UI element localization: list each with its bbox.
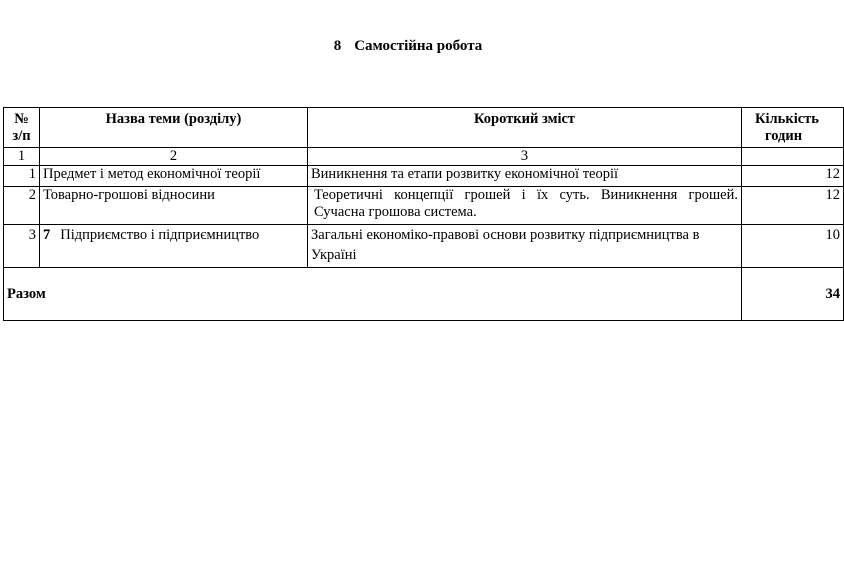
table-row <box>4 225 844 268</box>
row-topic: Предмет і метод економічної теорії <box>40 166 308 187</box>
section-heading <box>0 37 816 55</box>
row-hours: 10 <box>742 225 844 268</box>
row-content: Загальні економіко-правові основи розвитку підприємництва в Україні <box>308 225 742 268</box>
header-hours-line2: годин <box>765 128 803 144</box>
row-number: 2 <box>4 187 40 225</box>
row-topic-prefix: 7 <box>43 227 51 243</box>
index-cell-1: 1 <box>4 148 40 166</box>
row-topic-cell <box>40 225 308 268</box>
total-hours: 34 <box>742 268 844 321</box>
header-content: Короткий зміст <box>308 108 742 148</box>
header-topic: Назва теми (розділу) <box>40 108 308 148</box>
index-cell-4 <box>742 148 844 166</box>
header-number-line1: № <box>14 111 29 127</box>
index-cell-2: 2 <box>40 148 308 166</box>
column-index-row <box>4 148 844 166</box>
row-hours: 12 <box>742 166 844 187</box>
section-number: 8 <box>333 38 342 54</box>
header-number-line2: з/п <box>12 128 31 144</box>
header-number <box>4 108 40 148</box>
table-row <box>4 166 844 187</box>
index-cell-3: 3 <box>308 148 742 166</box>
row-topic: Товарно-грошові відносини <box>40 187 308 225</box>
table-header-row <box>4 108 844 148</box>
independent-work-table <box>3 107 844 321</box>
table-row <box>4 187 844 225</box>
total-label: Разом <box>4 268 742 321</box>
total-row <box>4 268 844 321</box>
row-content: Виникнення та етапи розвитку економічної теорії <box>308 166 742 187</box>
row-topic: Підприємство і підприємництво <box>60 227 260 243</box>
header-hours-line1: Кількість <box>755 111 819 127</box>
row-number: 1 <box>4 166 40 187</box>
header-hours <box>742 108 844 148</box>
row-number: 3 <box>4 225 40 268</box>
row-hours: 12 <box>742 187 844 225</box>
section-title: Самостійна робота <box>354 38 483 54</box>
row-content: Теоретичні концепції грошей і їх суть. Виникнення грошей. Сучасна грошова система. <box>308 187 742 225</box>
